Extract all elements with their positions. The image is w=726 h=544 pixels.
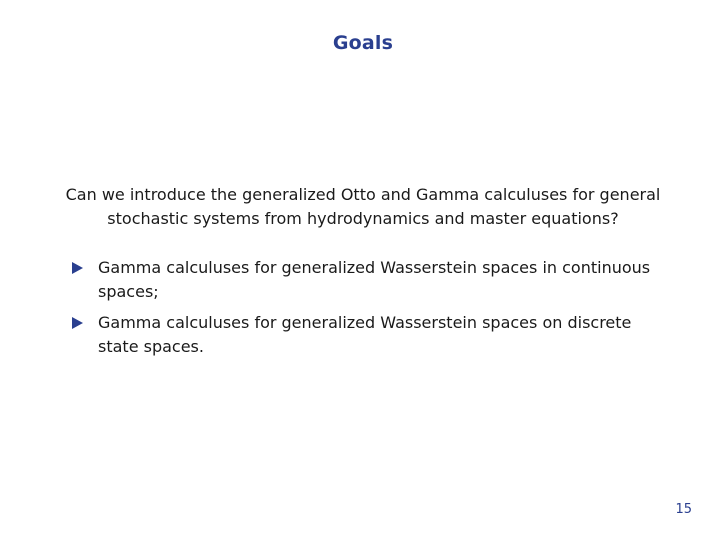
bullet-text: Gamma calculuses for generalized Wasserstein spaces in continuous spaces; — [98, 258, 651, 301]
bullet-text: Gamma calculuses for generalized Wasserstein spaces on discrete state spaces. — [98, 313, 632, 356]
page-number: 15 — [675, 502, 692, 517]
bullet-list — [72, 256, 672, 366]
bullet-item — [72, 311, 672, 359]
right-triangle-icon — [72, 317, 83, 329]
intro-question: Can we introduce the generalized Otto and Gamma calculuses for general stochastic systems from hydrodynamics and master equations? — [65, 185, 661, 228]
right-triangle-icon — [72, 262, 83, 274]
slide-title: Goals — [332, 32, 394, 54]
bullet-item — [72, 256, 672, 304]
